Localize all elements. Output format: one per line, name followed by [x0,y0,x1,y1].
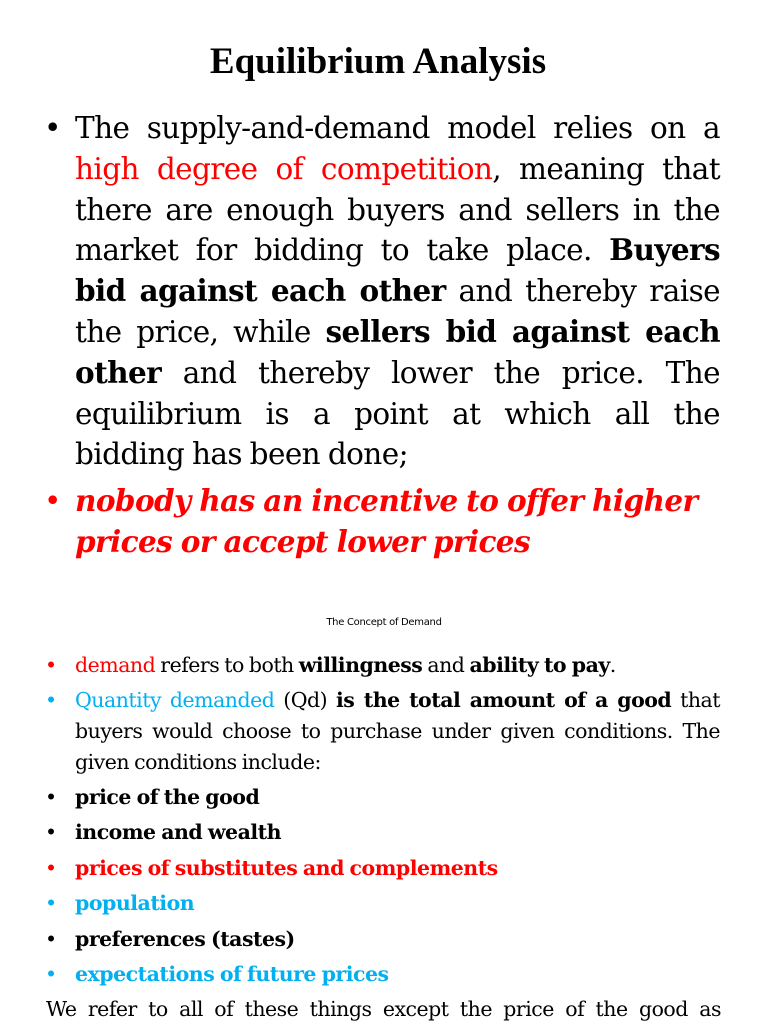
text-segment: and thereby lower the price. The equilibrium is a point at which all the bidding has been done; [75,355,720,472]
emphasis-buyers: Buyers bid against each other [75,232,720,309]
condition-item [45,817,720,848]
bullet-dot: • [45,891,58,916]
text-segment: (Qd) [274,688,336,712]
emphasis-sellers: sellers bid against each other [75,313,720,390]
bullet-dot: • [45,653,58,677]
conditions-list [0,782,768,990]
term-demand: demand [75,653,156,677]
text-segment: , meaning that there are enough buyers and sellers in the market for bidding to take place. [75,151,720,268]
condition-item [45,959,720,990]
condition-item [45,888,720,919]
condition-item [45,853,720,884]
condition-item [45,782,720,813]
bullet-dot: • [45,688,58,712]
closing-paragraph: We refer to all of these things except the price of the good as [46,997,721,1022]
slide1-body [0,108,768,569]
bullet-dot: • [45,785,58,809]
bullet-dot: • [45,855,58,880]
condition-text: income and wealth [75,820,282,845]
bullet-incentive [44,481,720,563]
condition-text: prices of substitutes and complements [75,855,498,880]
emphasis-total-amount: is the total amount of a good [335,688,672,712]
text-segment: and thereby raise the price, while [75,274,720,349]
condition-item [45,924,720,955]
bullet-dot: • [44,111,62,145]
highlight-competition: high degree of competition [75,151,493,186]
bullet-dot: • [45,961,58,986]
condition-text: preferences (tastes) [75,926,295,951]
text-segment: refers to both [155,653,299,677]
bullet-quantity-demanded [45,685,720,778]
incentive-statement: nobody has an incentive to offer higher prices or accept lower prices [75,483,698,559]
text-segment: . [609,653,616,677]
condition-text: population [75,891,195,916]
text-segment: The supply-and-demand model relies on a [75,111,720,145]
section-title-demand: The Concept of Demand [326,617,442,628]
slide2-body [0,650,768,1024]
condition-text: expectations of future prices [75,961,389,986]
bullet-competition [44,108,720,475]
text-segment: and [422,653,470,677]
emphasis-ability: ability to pay [469,653,610,677]
slide-title: Equilibrium Analysis [209,41,547,82]
condition-text: price of the good [75,785,260,809]
text-segment: that buyers would choose to purchase under given conditions. The given conditions include: [75,688,720,774]
bullet-dot: • [44,484,62,519]
emphasis-willingness: willingness [298,653,423,677]
term-quantity-demanded: Quantity demanded [75,688,275,712]
bullet-demand-definition [45,650,720,681]
bullet-dot: • [45,926,58,951]
bullet-dot: • [45,820,58,845]
